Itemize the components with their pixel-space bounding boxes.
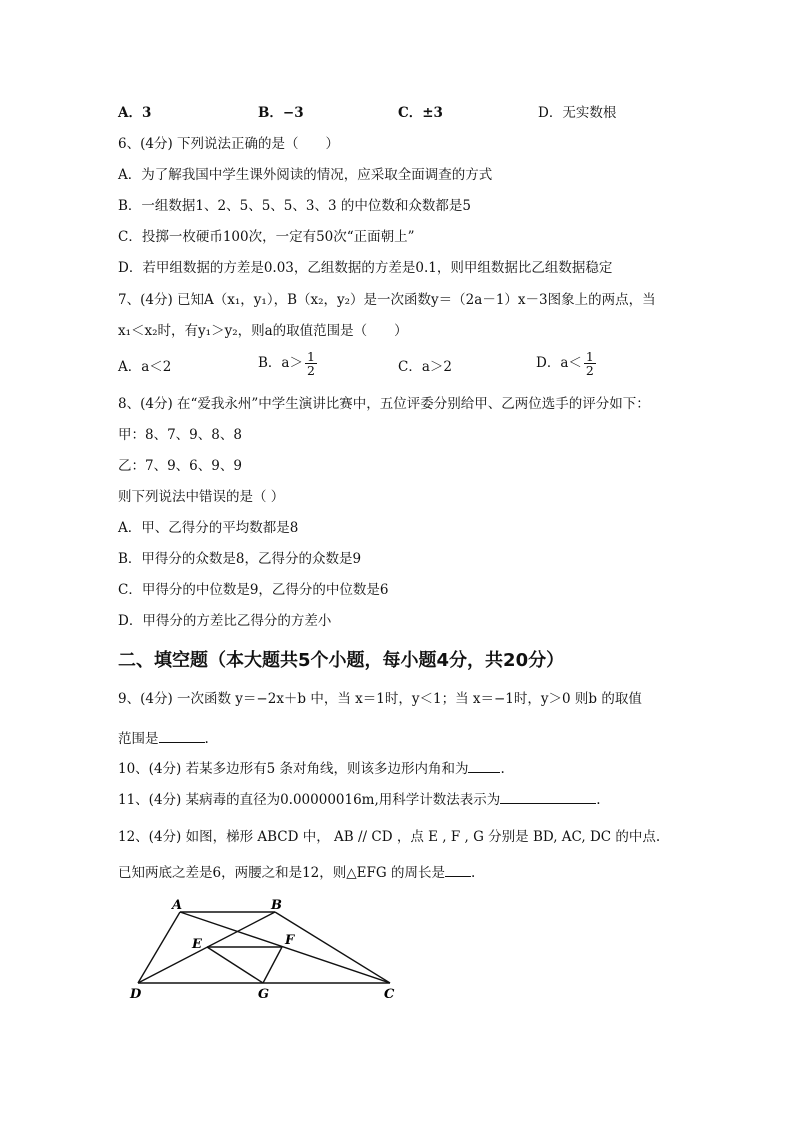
- q7-option-b-label: B．a＞: [258, 355, 303, 371]
- q8-option-d: D．甲得分的方差比乙得分的方差小: [118, 613, 332, 629]
- q9-answer-blank[interactable]: [159, 730, 205, 743]
- trapezoid-figure: [120, 890, 410, 1010]
- q7-stem-line1: 7、(4分) 已知A（x₁，y₁），B（x₂，y₂）是一次函数y＝（2a－1）x－3图象上的两点，当: [118, 292, 656, 308]
- q12-line2: [118, 864, 475, 882]
- q5-option-d: D．无实数根: [538, 105, 617, 121]
- q9-line2: 范围是 .: [118, 731, 209, 747]
- q8-option-a: A．甲、乙得分的平均数都是8: [118, 520, 299, 536]
- q7-option-b: [258, 350, 317, 377]
- label-e: E: [192, 937, 202, 952]
- q5-option-b: B．−3: [258, 105, 304, 121]
- q8-scores-jia: 甲：8、7、9、8、8: [118, 427, 242, 443]
- segment-eg: [207, 947, 263, 983]
- q7-option-d-fraction: $\frac{1}{2}$: [585, 349, 594, 378]
- q10-answer-blank[interactable]: [468, 760, 500, 773]
- section-heading: 二、填空题（本大题共5个小题，每小题4分，共20分）: [118, 650, 565, 671]
- q8-stem: 8、(4分) 在“爱我永州”中学生演讲比赛中，五位评委分别给甲、乙两位选手的评分如下：: [118, 396, 650, 412]
- q7-option-a: A．a＜2: [118, 359, 172, 375]
- q5-option-a: A．3: [118, 105, 152, 121]
- q10: [118, 760, 505, 778]
- q10-end: .: [500, 761, 505, 777]
- q7-option-c: C．a＞2: [398, 359, 452, 375]
- q12-answer-blank[interactable]: [445, 864, 471, 877]
- q12-text: 已知两底之差是6，两腰之和是12，则△EFG 的周长是: [118, 865, 445, 881]
- q8-option-c: C．甲得分的中位数是9，乙得分的中位数是6: [118, 582, 389, 598]
- q7-stem-line2: x₁＜x₂时，有y₁＞y₂，则a的取值范围是（ ）: [118, 323, 408, 339]
- segment-fg: [263, 947, 282, 983]
- q9-line1: 9、(4分) 一次函数 y＝−2x＋b 中，当 x＝1时，y＜1；当 x＝−1时，y＞0 则b 的取值: [118, 691, 642, 707]
- q7-option-d-label: D．a＜: [536, 355, 582, 371]
- q8-scores-yi: 乙：7、9、6、9、9: [118, 458, 242, 474]
- q10-text: 10、(4分) 若某多边形有5 条对角线，则该多边形内角和为: [118, 761, 469, 777]
- q11-answer-blank[interactable]: [500, 791, 596, 804]
- q5-option-c: C．±3: [398, 105, 443, 121]
- q12-line1: 12、(4分) 如图，梯形 ABCD 中， AB // CD ，点 E , F , G 分别是 BD, AC, DC 的中点.: [118, 829, 661, 845]
- q12-end: .: [470, 865, 476, 881]
- label-b: B: [271, 898, 282, 913]
- label-f: F: [285, 933, 295, 948]
- q6-option-d: D．若甲组数据的方差是0.03，乙组数据的方差是0.1，则甲组数据比乙组数据稳定: [118, 260, 613, 276]
- q7-option-b-fraction: $\frac{1}{2}$: [306, 349, 315, 378]
- label-d: D: [130, 987, 142, 1002]
- q11-text: 11、(4分) 某病毒的直径为0.00000016m,用科学计数法表示为: [118, 792, 501, 808]
- label-a: A: [172, 898, 183, 913]
- q6-stem: 6、(4分) 下列说法正确的是（ ）: [118, 136, 340, 152]
- label-g: G: [258, 987, 270, 1002]
- q8-ask: 则下列说法中错误的是（ ）: [118, 489, 285, 505]
- q7-option-d: [536, 350, 596, 377]
- q11: [118, 791, 601, 809]
- q9-label: 范围是: [118, 731, 159, 747]
- q6-option-c: C．投掷一枚硬币100次，一定有50次“正面朝上”: [118, 229, 415, 245]
- q6-option-a: A．为了解我国中学生课外阅读的情况，应采取全面调查的方式: [118, 167, 493, 183]
- q8-option-b: B．甲得分的众数是8，乙得分的众数是9: [118, 551, 362, 567]
- label-c: C: [384, 987, 395, 1002]
- q6-option-b: B．一组数据1、2、5、5、5、3、3 的中位数和众数都是5: [118, 198, 471, 214]
- q11-end: .: [596, 792, 601, 808]
